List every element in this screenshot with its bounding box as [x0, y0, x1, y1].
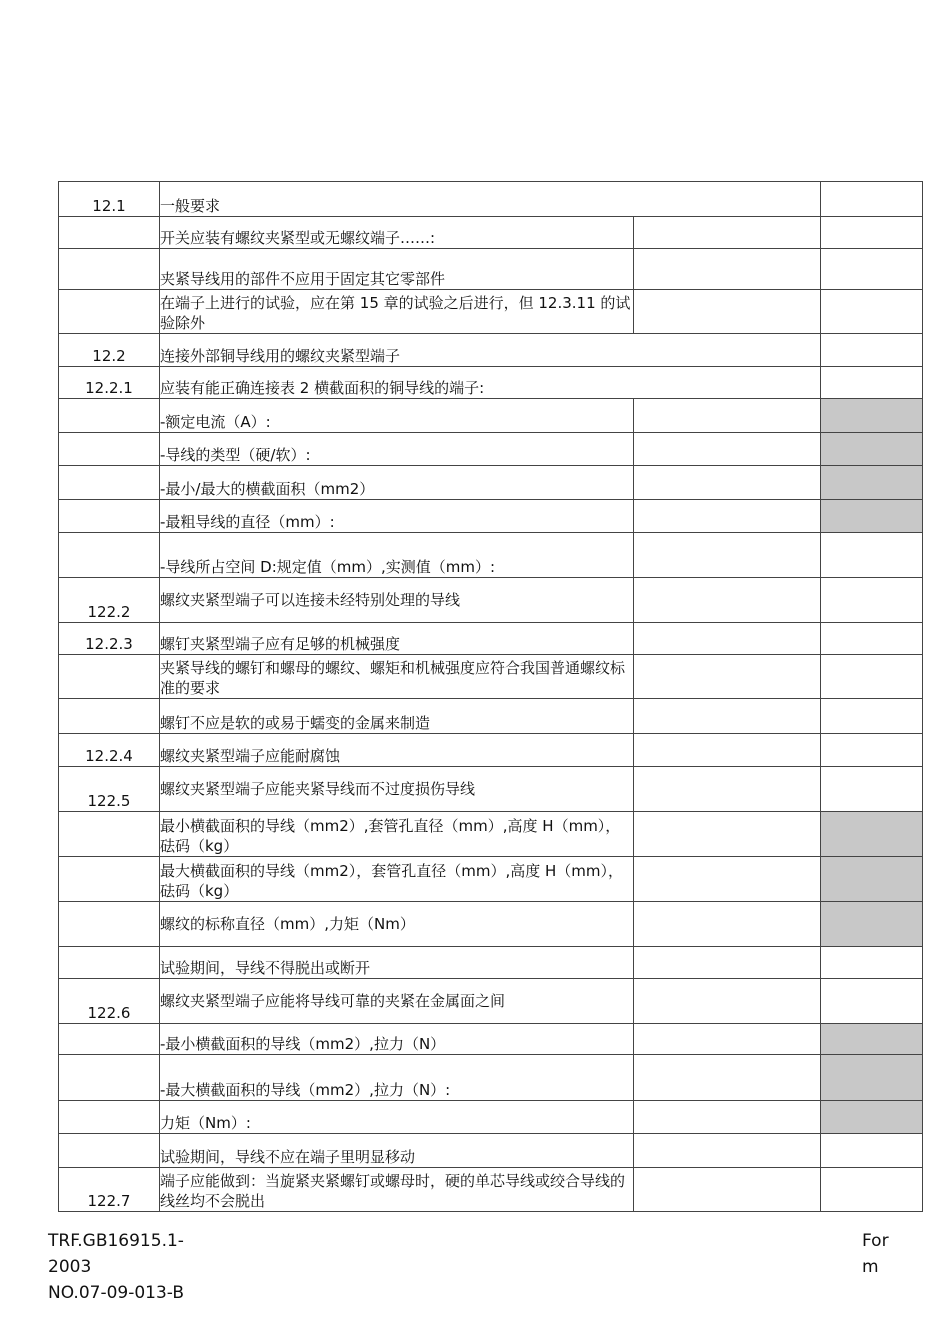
verdict-cell	[821, 979, 923, 1024]
form-label	[862, 1228, 889, 1280]
clause-number: 12.1	[59, 182, 160, 217]
table-row	[59, 533, 923, 578]
clause-number	[59, 947, 160, 979]
table-row	[59, 334, 923, 367]
result-cell	[634, 979, 821, 1024]
clause-number	[59, 1055, 160, 1101]
requirement-text: 螺纹夹紧型端子可以连接未经特别处理的导线	[160, 578, 634, 623]
verdict-cell	[821, 367, 923, 399]
test-report-table	[58, 181, 923, 1212]
result-cell	[634, 1055, 821, 1101]
table-row	[59, 466, 923, 500]
verdict-cell	[821, 767, 923, 812]
requirement-text: 螺纹夹紧型端子应能将导线可靠的夹紧在金属面之间	[160, 979, 634, 1024]
form-code-line-1: TRF.GB16915.1-	[48, 1231, 184, 1251]
requirement-text: -导线所占空间 D:规定值（mm）,实测值（mm）:	[160, 533, 634, 578]
result-cell	[634, 655, 821, 699]
verdict-cell-shaded	[821, 1101, 923, 1134]
table-row	[59, 979, 923, 1024]
verdict-cell	[821, 533, 923, 578]
clause-number: 122.6	[59, 979, 160, 1024]
table-row	[59, 1101, 923, 1134]
result-cell	[634, 500, 821, 533]
result-cell	[634, 578, 821, 623]
table-row	[59, 767, 923, 812]
clause-number: 12.2.4	[59, 734, 160, 767]
table-row	[59, 1134, 923, 1168]
result-cell	[634, 533, 821, 578]
form-code	[48, 1228, 184, 1306]
table-row	[59, 812, 923, 857]
clause-number	[59, 466, 160, 500]
table-row	[59, 902, 923, 947]
requirement-text: 螺纹夹紧型端子应能耐腐蚀	[160, 734, 634, 767]
clause-number	[59, 290, 160, 334]
verdict-cell-shaded	[821, 812, 923, 857]
verdict-cell-shaded	[821, 902, 923, 947]
requirement-text: 在端子上进行的试验，应在第 15 章的试验之后进行，但 12.3.11 的试验除外	[160, 290, 634, 334]
result-cell	[634, 734, 821, 767]
clause-number	[59, 433, 160, 466]
requirement-text: -额定电流（A）:	[160, 399, 634, 433]
verdict-cell-shaded	[821, 399, 923, 433]
result-cell	[634, 433, 821, 466]
clause-number	[59, 1101, 160, 1134]
table-row	[59, 623, 923, 655]
verdict-cell	[821, 249, 923, 290]
requirement-text: 应装有能正确连接表 2 横截面积的铜导线的端子:	[160, 367, 821, 399]
verdict-cell	[821, 578, 923, 623]
result-cell	[634, 399, 821, 433]
table-row	[59, 699, 923, 734]
table-row	[59, 290, 923, 334]
table-row	[59, 433, 923, 466]
result-cell	[634, 1024, 821, 1055]
form-code-line-3: NO.07-09-013-B	[48, 1283, 184, 1303]
clause-number	[59, 500, 160, 533]
requirement-text: -最小/最大的横截面积（mm2）	[160, 466, 634, 500]
clause-number	[59, 857, 160, 902]
clause-number	[59, 655, 160, 699]
requirement-text: 一般要求	[160, 182, 821, 217]
requirement-text: 试验期间，导线不得脱出或断开	[160, 947, 634, 979]
form-label-line-2: m	[862, 1257, 879, 1277]
requirement-text: -最粗导线的直径（mm）:	[160, 500, 634, 533]
table-row	[59, 1055, 923, 1101]
verdict-cell-shaded	[821, 500, 923, 533]
clause-number	[59, 217, 160, 249]
table-row	[59, 1168, 923, 1212]
clause-number: 122.5	[59, 767, 160, 812]
table-row	[59, 500, 923, 533]
clause-number: 12.2.3	[59, 623, 160, 655]
table-row	[59, 857, 923, 902]
verdict-cell-shaded	[821, 466, 923, 500]
verdict-cell	[821, 655, 923, 699]
verdict-cell	[821, 334, 923, 367]
requirement-text: 端子应能做到：当旋紧夹紧螺钉或螺母时，硬的单芯导线或绞合导线的线丝均不会脱出	[160, 1168, 634, 1212]
clause-number	[59, 249, 160, 290]
requirement-text: 最大横截面积的导线（mm2），套管孔直径（mm）,高度 H（mm），砝码（kg）	[160, 857, 634, 902]
requirement-text: 螺钉不应是软的或易于蠕变的金属来制造	[160, 699, 634, 734]
verdict-cell	[821, 623, 923, 655]
table-row	[59, 217, 923, 249]
table-row	[59, 182, 923, 217]
requirement-text: 夹紧导线用的部件不应用于固定其它零部件	[160, 249, 634, 290]
requirement-text: 力矩（Nm）:	[160, 1101, 634, 1134]
result-cell	[634, 1101, 821, 1134]
requirement-text: -导线的类型（硬/软）:	[160, 433, 634, 466]
clause-number	[59, 533, 160, 578]
result-cell	[634, 466, 821, 500]
result-cell	[634, 902, 821, 947]
form-label-line-1: For	[862, 1231, 889, 1251]
requirement-text: -最大横截面积的导线（mm2）,拉力（N）:	[160, 1055, 634, 1101]
requirement-text: 螺钉夹紧型端子应有足够的机械强度	[160, 623, 634, 655]
clause-number	[59, 1134, 160, 1168]
requirement-text: 夹紧导线的螺钉和螺母的螺纹、螺矩和机械强度应符合我国普通螺纹标准的要求	[160, 655, 634, 699]
result-cell	[634, 1134, 821, 1168]
clause-number: 122.2	[59, 578, 160, 623]
result-cell	[634, 1168, 821, 1212]
clause-number	[59, 399, 160, 433]
verdict-cell-shaded	[821, 1024, 923, 1055]
requirement-text: 螺纹夹紧型端子应能夹紧导线而不过度损伤导线	[160, 767, 634, 812]
clause-number: 12.2	[59, 334, 160, 367]
table-row	[59, 249, 923, 290]
clause-number	[59, 902, 160, 947]
verdict-cell-shaded	[821, 1055, 923, 1101]
result-cell	[634, 249, 821, 290]
result-cell	[634, 767, 821, 812]
verdict-cell	[821, 1134, 923, 1168]
result-cell	[634, 857, 821, 902]
clause-number	[59, 812, 160, 857]
clause-number	[59, 699, 160, 734]
requirement-text: -最小横截面积的导线（mm2）,拉力（N）	[160, 1024, 634, 1055]
table-row	[59, 367, 923, 399]
result-cell	[634, 812, 821, 857]
requirement-text: 试验期间，导线不应在端子里明显移动	[160, 1134, 634, 1168]
verdict-cell-shaded	[821, 433, 923, 466]
verdict-cell	[821, 947, 923, 979]
requirement-text: 螺纹的标称直径（mm）,力矩（Nm）	[160, 902, 634, 947]
table-row	[59, 1024, 923, 1055]
clause-number	[59, 1024, 160, 1055]
result-cell	[634, 290, 821, 334]
table-row	[59, 655, 923, 699]
result-cell	[634, 947, 821, 979]
requirement-text: 开关应装有螺纹夹紧型或无螺纹端子……:	[160, 217, 634, 249]
result-cell	[634, 217, 821, 249]
verdict-cell	[821, 699, 923, 734]
result-cell	[634, 623, 821, 655]
requirement-text: 最小横截面积的导线（mm2）,套管孔直径（mm）,高度 H（mm），砝码（kg）	[160, 812, 634, 857]
table-row	[59, 399, 923, 433]
form-code-line-2: 2003	[48, 1257, 92, 1277]
table-row	[59, 578, 923, 623]
result-cell	[634, 699, 821, 734]
verdict-cell	[821, 182, 923, 217]
verdict-cell-shaded	[821, 857, 923, 902]
table-row	[59, 947, 923, 979]
clause-number: 12.2.1	[59, 367, 160, 399]
verdict-cell	[821, 734, 923, 767]
verdict-cell	[821, 217, 923, 249]
table-row	[59, 734, 923, 767]
requirement-text: 连接外部铜导线用的螺纹夹紧型端子	[160, 334, 821, 367]
verdict-cell	[821, 1168, 923, 1212]
clause-number: 122.7	[59, 1168, 160, 1212]
verdict-cell	[821, 290, 923, 334]
